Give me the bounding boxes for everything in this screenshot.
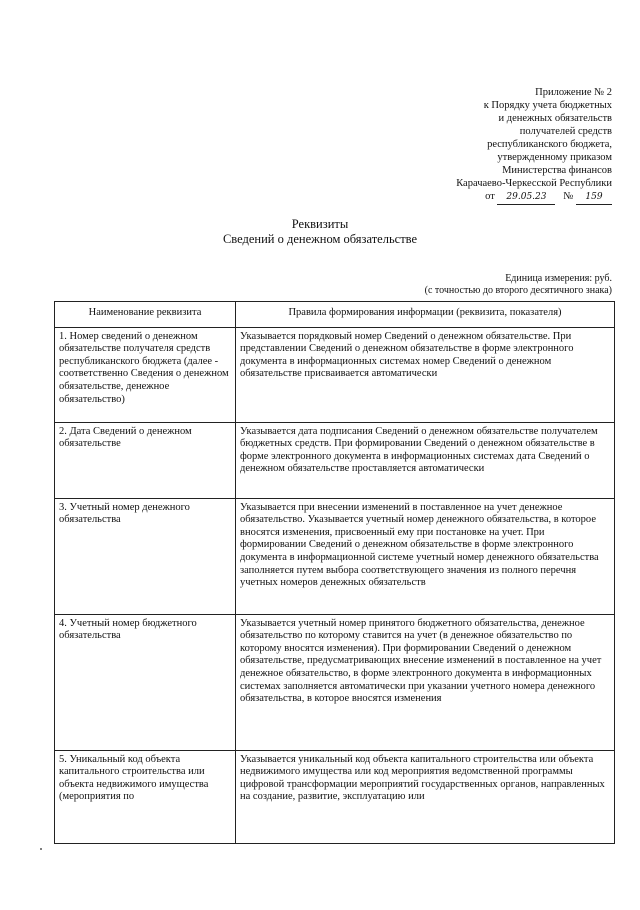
title-line-2: Сведений о денежном обязательстве	[222, 232, 418, 246]
table-row	[55, 750, 615, 843]
annex-line: к Порядку учета бюджетных	[483, 100, 612, 111]
requisite-rule: Указывается дата подписания Сведений о денежном обязательстве получателем бюджетных средств. При формировании Сведений о денежном обязательстве в форме электронного документа в информационных системах дата Сведений о денежном обязательстве проставляется автоматически	[236, 422, 615, 498]
table-header-row	[55, 302, 615, 328]
annex-line: Приложение № 2	[535, 87, 612, 98]
title-line-1: Реквизиты	[291, 217, 349, 231]
requisite-rule: Указывается порядковый номер Сведений о денежном обязательстве. При представлении Сведений о денежном обязательстве в форме электронного документа в информационных системах номер Сведений о денежном обязательстве присваивается автоматически	[236, 327, 615, 422]
date-prefix: от	[485, 191, 495, 202]
units-line-1: Единица измерения: руб.	[505, 273, 612, 284]
column-header-rule: Правила формирования информации (реквизита, показателя)	[236, 302, 615, 328]
requisite-rule: Указывается уникальный код объекта капитального строительства или объекта недвижимого имущества или код мероприятия ведомственной программы цифровой трансформации мероприятий государственных органов, направленных на создание, развитие, эксплуатацию или	[236, 750, 615, 843]
units-line-2: (с точностью до второго десятичного знака)	[424, 285, 612, 296]
handwritten-number: 159	[576, 191, 612, 205]
requisite-name: 3. Учетный номер денежного обязательства	[55, 498, 236, 614]
annex-reference	[392, 86, 612, 205]
table-row	[55, 327, 615, 422]
requisite-name: 5. Уникальный код объекта капитального строительства или объекта недвижимого имущества (мероприятия по	[55, 750, 236, 843]
annex-line: утвержденному приказом	[497, 152, 612, 163]
number-prefix: №	[563, 191, 574, 202]
requisite-rule: Указывается при внесении изменений в поставленное на учет денежное обязательство. Указывается учетный номер денежного обязательства, в которое вносятся изменения, присвоенный ему при постановке на учет. При формировании Сведений о денежном обязательстве в форме электронного документа в информационной системе учетный номер денежного обязательства заполняется путем выбора соответствующего значения из полного перечня учетных номеров денежных обязательств	[236, 498, 615, 614]
units-note	[425, 273, 612, 297]
annex-line: Карачаево-Черкесской Республики	[456, 178, 612, 189]
handwritten-date: 29.05.23	[497, 191, 555, 205]
annex-line: и денежных обязательств	[498, 113, 612, 124]
scan-speck	[40, 848, 42, 850]
annex-line: получателей средств	[519, 126, 612, 137]
requisites-table	[54, 301, 615, 844]
requisite-name: 4. Учетный номер бюджетного обязательства	[55, 614, 236, 750]
requisite-name: 2. Дата Сведений о денежном обязательстве	[55, 422, 236, 498]
order-date-number	[392, 190, 612, 205]
table-row	[55, 422, 615, 498]
document-title	[0, 217, 640, 247]
column-header-name: Наименование реквизита	[55, 302, 236, 328]
table-row	[55, 498, 615, 614]
table-row	[55, 614, 615, 750]
annex-line: Министерства финансов	[502, 165, 612, 176]
annex-line: республиканского бюджета,	[487, 139, 612, 150]
requisite-name: 1. Номер сведений о денежном обязательстве получателя средств республиканского бюджета (далее - соответственно Сведения о денежном обязательстве, денежное обязательство)	[55, 327, 236, 422]
requisite-rule: Указывается учетный номер принятого бюджетного обязательства, денежное обязательство по которому ставится на учет (в денежное обязательство по которому вносятся изменения). При формировании Сведений о денежном обязательстве, предусматривающих внесение изменений в поставленное на учет денежное обязательство, в форме электронного документа в информационных системах заполняется автоматически при указании учетного номера денежного обязательства, в которое вносятся изменения	[236, 614, 615, 750]
